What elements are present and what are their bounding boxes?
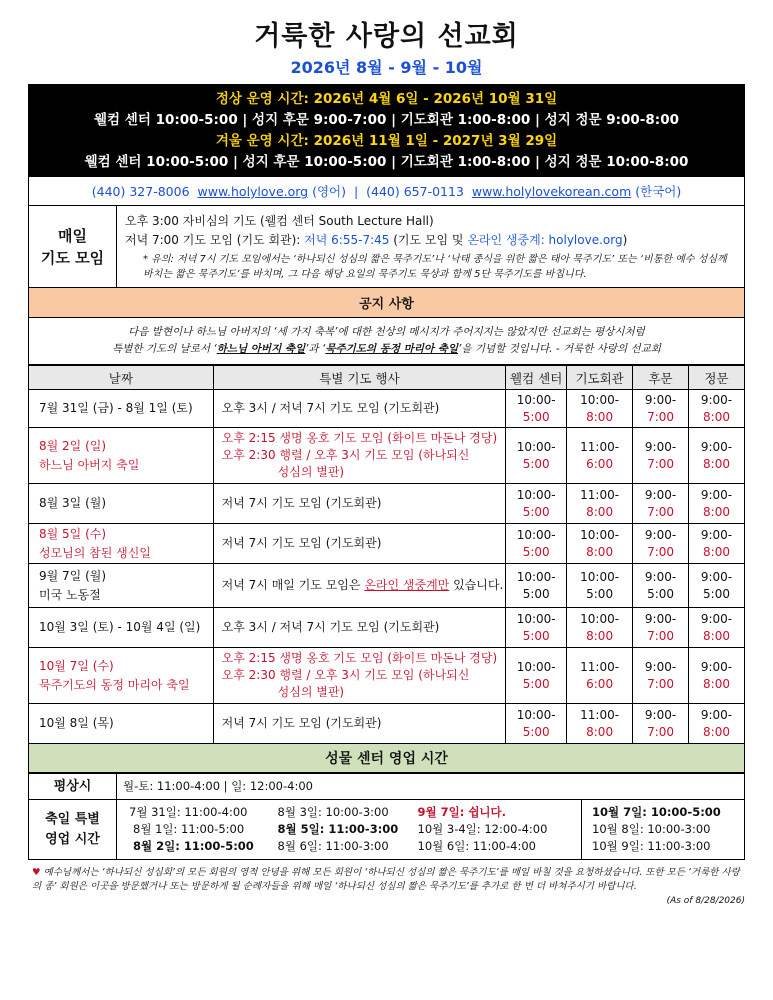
hours-close: 7:00	[647, 456, 675, 471]
row-event-text: 저녁 7시 기도 모임 (기도회관)	[221, 496, 382, 510]
table-row	[29, 564, 745, 608]
row-feast-name: 묵주기도의 동정 마리아 축일	[39, 677, 190, 692]
hours-open: 9:00-	[644, 392, 677, 407]
gift-entry: 9월 7일: 쉽니다.	[417, 805, 507, 819]
row-hours-cell	[506, 608, 567, 648]
hours-open: 10:00-	[516, 611, 556, 626]
row-event-line: 성심의 별판)	[277, 465, 345, 479]
table-row	[29, 390, 745, 428]
hours-open: 10:00-	[580, 527, 620, 542]
row-event	[213, 704, 506, 744]
hours-open: 9:00-	[700, 439, 733, 454]
table-row	[29, 524, 745, 564]
row-event-line	[222, 577, 506, 594]
row-event	[213, 390, 506, 428]
row-hours-cell	[689, 428, 745, 484]
hours-open: 11:00-	[580, 707, 620, 722]
hours-close: 8:00	[586, 504, 614, 519]
row-hours-cell	[633, 428, 689, 484]
row-hours-cell	[633, 390, 689, 428]
row-date	[29, 390, 214, 428]
hours-open: 10:00-	[516, 659, 556, 674]
row-hours-cell	[633, 704, 689, 744]
gift-feast-row	[29, 800, 745, 860]
row-event-text: 저녁 7시 기도 모임 (기도회관)	[221, 716, 382, 730]
row-feast-name: 하느님 아버지 축일	[39, 457, 140, 472]
row-event-line	[222, 715, 506, 732]
hours-close: 8:00	[703, 456, 730, 471]
daily-line-1: 오후 3:00 자비심의 기도 (웰컴 센터 South Lecture Hall)	[125, 214, 434, 228]
table-row	[29, 428, 745, 484]
hours-close: 8:00	[586, 628, 614, 643]
hours-open: 9:00-	[700, 527, 733, 542]
row-date	[29, 524, 214, 564]
gift-entry: 10월 6일: 11:00-4:00	[417, 839, 536, 853]
notice-header: 공지 사항	[28, 288, 745, 318]
hours-open: 9:00-	[700, 392, 733, 407]
hours-open: 9:00-	[700, 707, 733, 722]
phone-english: (440) 327-8006	[91, 184, 190, 199]
daily-line2-livestream[interactable]: 온라인 생중계: holylove.org	[467, 233, 623, 247]
daily-line2-c: (기도 모임 및	[389, 233, 468, 247]
hours-close: 5:00	[522, 586, 550, 601]
row-date-line: 8월 5일 (수)	[39, 526, 107, 541]
header-prayer-hall: 기도회관	[567, 366, 633, 390]
regular-season-title: 정상 운영 시간: 2026년 4월 6일 - 2026년 10월 31일	[215, 91, 558, 107]
hours-open: 9:00-	[644, 659, 677, 674]
hours-open: 11:00-	[580, 659, 620, 674]
lang-english: (영어)	[312, 184, 347, 199]
events-table	[28, 365, 745, 744]
row-hours-cell	[633, 484, 689, 524]
row-date	[29, 428, 214, 484]
notice-feast-rosary: 묵주기도의 동정 마리아 축일	[325, 343, 459, 355]
row-hours-cell	[506, 524, 567, 564]
gift-shop-title: 성물 센터 영업 시간	[28, 744, 745, 773]
hours-close: 8:00	[586, 724, 614, 739]
contact-bar: (440) 327-8006 www.holylove.org (영어) | (440) 657-0113 www.holylovekorean.com (한국어)	[28, 177, 745, 206]
daily-line-2	[125, 231, 736, 250]
gift-regular-hours: 월-토: 11:00-4:00 | 일: 12:00-4:00	[117, 774, 745, 800]
hours-open: 10:00-	[516, 487, 556, 502]
hours-open: 9:00-	[700, 487, 733, 502]
notice-b: 특별한 기도의 날로서 ‘	[112, 343, 217, 355]
row-hours-cell	[689, 648, 745, 704]
row-event-text: 저녁 7시 기도 모임 (기도회관)	[221, 536, 382, 550]
gift-entry: 8월 2일: 11:00-5:00	[133, 839, 254, 853]
phone-korean: (440) 657-0113	[366, 184, 464, 199]
row-event-line: 오후 2:30 행렬 / 오후 3시 기도 모임 (하나되신	[221, 668, 470, 682]
header-date: 날짜	[29, 366, 214, 390]
row-hours-cell	[567, 608, 633, 648]
hours-close: 6:00	[586, 676, 614, 691]
row-event-tail: 있습니다.	[449, 578, 504, 592]
daily-line2-a: 저녁 7:00 기도 모임 (기도 회관):	[125, 233, 305, 247]
gift-feast-label1: 축일 특별	[45, 811, 100, 827]
table-row	[29, 608, 745, 648]
hours-open: 10:00-	[516, 527, 556, 542]
hours-close: 8:00	[586, 409, 614, 424]
gift-entry: 8월 5일: 11:00-3:00	[277, 822, 399, 836]
hours-open: 9:00-	[644, 527, 677, 542]
as-of-date: (As of 8/28/2026)	[666, 896, 745, 906]
row-hours-cell	[689, 524, 745, 564]
row-hours-cell	[689, 564, 745, 608]
row-hours-cell	[567, 564, 633, 608]
row-event-line: 성심의 별판)	[277, 685, 345, 699]
hours-open: 9:00-	[700, 611, 733, 626]
hours-open: 9:00-	[644, 487, 677, 502]
row-date-line: 10월 7일 (수)	[39, 658, 114, 673]
header-front-gate: 정문	[689, 366, 745, 390]
page-title: 거룩한 사랑의 선교회	[254, 21, 519, 52]
row-hours-cell	[506, 484, 567, 524]
notice-f: ’을 기념할 것입니다. - 거룩한 사랑의 선교회	[458, 343, 661, 355]
gift-entry: 10월 8일: 10:00-3:00	[592, 822, 711, 836]
row-event	[213, 608, 506, 648]
header-event: 특별 기도 행사	[213, 366, 506, 390]
gift-entry: 8월 3일: 10:00-3:00	[277, 805, 389, 819]
gift-shop-table	[28, 773, 745, 860]
row-event-text: 오후 2:15 생명 옹호 기도 모임 (화이트 마돈나 경당)	[221, 651, 498, 665]
row-event	[213, 564, 506, 608]
hours-open: 9:00-	[700, 659, 733, 674]
row-event-line: 오후 2:30 행렬 / 오후 3시 기도 모임 (하나되신	[221, 448, 470, 462]
row-event	[213, 428, 506, 484]
row-date-line: 8월 2일 (일)	[39, 438, 107, 453]
hours-open: 10:00-	[580, 611, 620, 626]
hours-open: 10:00-	[580, 569, 620, 584]
hours-close: 6:00	[586, 456, 614, 471]
hours-open: 9:00-	[644, 707, 677, 722]
row-hours-cell	[506, 648, 567, 704]
row-date-line: 9월 7일 (월)	[39, 568, 107, 583]
row-event-text: 오후 2:15 생명 옹호 기도 모임 (화이트 마돈나 경당)	[221, 431, 498, 445]
hours-close: 7:00	[647, 504, 675, 519]
hours-close: 5:00	[522, 676, 550, 691]
hours-close: 8:00	[703, 676, 730, 691]
row-event-line	[222, 619, 506, 636]
hours-open: 9:00-	[700, 569, 733, 584]
row-event	[213, 648, 506, 704]
gift-regular-row	[29, 774, 745, 800]
notice-line1: 다음 발현이나 하느님 아버지의 ‘세 가지 축복’에 대한 천상의 메시지가 주어지지는 않았지만 선교회는 평상시처럼	[128, 326, 645, 338]
hours-close: 8:00	[703, 544, 730, 559]
gift-entry: 7월 31일: 11:00-4:00	[129, 805, 248, 819]
daily-line2-time: 저녁 6:55-7:45	[304, 233, 390, 247]
winter-season-title: 겨울 운영 시간: 2026년 11월 1일 - 2027년 3월 29일	[215, 133, 558, 149]
row-hours-cell	[506, 390, 567, 428]
hours-close: 5:00	[522, 504, 550, 519]
row-hours-cell	[633, 648, 689, 704]
row-hours-cell	[567, 390, 633, 428]
row-hours-cell	[633, 524, 689, 564]
heart-icon: ♥	[32, 867, 41, 878]
row-date-line: 10월 3일 (토) - 10월 4일 (일)	[39, 620, 201, 634]
gift-entry: 10월 7일: 10:00-5:00	[592, 805, 721, 819]
daily-line2-e: )	[622, 233, 628, 247]
row-event-line	[222, 650, 506, 667]
row-hours-cell	[689, 704, 745, 744]
row-hours-cell	[567, 428, 633, 484]
row-event-line	[222, 430, 506, 447]
page-subtitle: 2026년 8월 - 9월 - 10월	[290, 58, 483, 77]
notice-feast-father: 하느님 아버지 축일	[216, 343, 306, 355]
hours-close: 7:00	[647, 409, 675, 424]
row-date	[29, 484, 214, 524]
hours-open: 11:00-	[580, 439, 620, 454]
hours-open: 10:00-	[580, 392, 620, 407]
gift-col-1	[117, 800, 272, 860]
row-event-online-only: 온라인 생중계만	[364, 578, 450, 592]
row-hours-cell	[506, 428, 567, 484]
hours-close: 5:00	[522, 628, 550, 643]
operating-hours-box	[28, 84, 745, 177]
row-event-line	[222, 535, 506, 552]
row-hours-cell	[567, 524, 633, 564]
hours-close: 5:00	[586, 586, 614, 601]
row-date	[29, 564, 214, 608]
hours-close: 7:00	[647, 544, 675, 559]
events-header-row	[29, 366, 745, 390]
row-hours-cell	[689, 608, 745, 648]
hours-open: 10:00-	[516, 707, 556, 722]
regular-season-hours: 웰컴 센터 10:00-5:00 | 성지 후문 9:00-7:00 | 기도회관 1:00-8:00 | 성지 정문 9:00-8:00	[94, 112, 679, 128]
footer-text: 예수님께서는 ‘하나되신 성심회’의 모든 회원의 영적 안녕을 위해 모든 회원이 ‘하나되신 성심의 짧은 묵주기도’를 매일 바칠 것을 요청하셨습니다. 또한 모든 ‘거룩한 사랑의 종’ 회원은 이곳을 방문했거나 또는 방문하게 될 순례자들을 위해 매일 ‘하나되신 성심의 짧은 묵주기도’를 추가로 한 번 더 바쳐주시기 바랍니다.	[32, 867, 740, 892]
row-event-line	[222, 400, 506, 417]
lang-korean: (한국어)	[635, 184, 682, 199]
daily-label-line2: 기도 모임	[40, 248, 105, 267]
hours-open: 10:00-	[516, 569, 556, 584]
winter-season-hours: 웰컴 센터 10:00-5:00 | 성지 후문 10:00-5:00 | 기도회관 1:00-8:00 | 성지 정문 10:00-8:00	[84, 154, 689, 170]
hours-close: 7:00	[647, 676, 675, 691]
row-hours-cell	[567, 704, 633, 744]
row-date	[29, 648, 214, 704]
row-feast-name: 미국 노동절	[39, 587, 101, 602]
table-row	[29, 704, 745, 744]
hours-close: 5:00	[522, 456, 550, 471]
row-feast-name: 성모님의 참된 생신일	[39, 545, 151, 560]
hours-close: 5:00	[703, 586, 730, 601]
row-hours-cell	[689, 390, 745, 428]
link-holylove[interactable]: www.holylove.org	[197, 184, 309, 199]
hours-close: 8:00	[586, 544, 614, 559]
daily-prayer-label	[29, 206, 117, 287]
table-row	[29, 484, 745, 524]
hours-close: 8:00	[703, 628, 730, 643]
hours-close: 5:00	[522, 409, 550, 424]
hours-close: 7:00	[647, 724, 675, 739]
daily-note: * 유의: 저녁 7시 기도 모임에서는 ‘하나되신 성심의 짧은 묵주기도’나 ‘낙태 종식을 위한 짧은 태아 묵주기도’ 또는 ‘비통한 예수 성심께 바치는 짧은 묵주기도’를 바치며, 그 다음 해당 요일의 묵주기도 묵상과 함께 5단 묵주기도를 바칩니다.	[143, 254, 727, 280]
hours-open: 9:00-	[644, 569, 677, 584]
row-date	[29, 608, 214, 648]
gift-entry: 10월 9일: 11:00-3:00	[592, 839, 711, 853]
row-hours-cell	[506, 704, 567, 744]
hours-close: 8:00	[703, 409, 730, 424]
row-hours-cell	[567, 648, 633, 704]
table-row	[29, 648, 745, 704]
gift-col-3	[412, 800, 582, 860]
footer-note	[28, 866, 745, 894]
gift-regular-label: 평상시	[29, 774, 117, 800]
link-holylovekorean[interactable]: www.holylovekorean.com	[471, 184, 632, 199]
notice-d: ’과 ‘	[305, 343, 326, 355]
daily-prayer-body	[117, 206, 744, 287]
gift-col-2	[272, 800, 412, 860]
gift-entry: 8월 1일: 11:00-5:00	[133, 822, 245, 836]
hours-open: 10:00-	[516, 392, 556, 407]
gift-entry: 10월 3-4일: 12:00-4:00	[417, 822, 548, 836]
row-event-line	[222, 495, 506, 512]
header-welcome: 웰컴 센터	[506, 366, 567, 390]
row-event	[213, 524, 506, 564]
gift-col-4	[582, 800, 745, 860]
row-date	[29, 704, 214, 744]
row-hours-cell	[633, 564, 689, 608]
row-event-text: 오후 3시 / 저녁 7시 기도 모임 (기도회관)	[221, 401, 440, 415]
hours-close: 8:00	[703, 504, 730, 519]
row-event-text: 저녁 7시 매일 기도 모임은	[221, 578, 365, 592]
row-hours-cell	[567, 484, 633, 524]
gift-feast-label	[29, 800, 117, 860]
row-event-text: 오후 3시 / 저녁 7시 기도 모임 (기도회관)	[221, 620, 440, 634]
row-date-line: 8월 3일 (월)	[39, 496, 107, 510]
hours-close: 8:00	[703, 724, 730, 739]
row-hours-cell	[689, 484, 745, 524]
daily-prayer-section	[28, 206, 745, 288]
gift-entry: 8월 6일: 11:00-3:00	[277, 839, 389, 853]
header-back-gate: 후문	[633, 366, 689, 390]
hours-close: 5:00	[647, 586, 675, 601]
row-hours-cell	[633, 608, 689, 648]
notice-text	[28, 318, 745, 365]
row-event	[213, 484, 506, 524]
hours-open: 9:00-	[644, 439, 677, 454]
row-date-line: 10월 8일 (목)	[39, 716, 114, 730]
daily-label-line1: 매일	[58, 226, 87, 245]
hours-close: 5:00	[522, 544, 550, 559]
hours-open: 9:00-	[644, 611, 677, 626]
hours-open: 10:00-	[516, 439, 556, 454]
hours-close: 5:00	[522, 724, 550, 739]
hours-close: 7:00	[647, 628, 675, 643]
row-hours-cell	[506, 564, 567, 608]
gift-feast-label2: 영업 시간	[45, 831, 100, 847]
hours-open: 11:00-	[580, 487, 620, 502]
row-date-line: 7월 31일 (금) - 8월 1일 (토)	[39, 401, 193, 415]
